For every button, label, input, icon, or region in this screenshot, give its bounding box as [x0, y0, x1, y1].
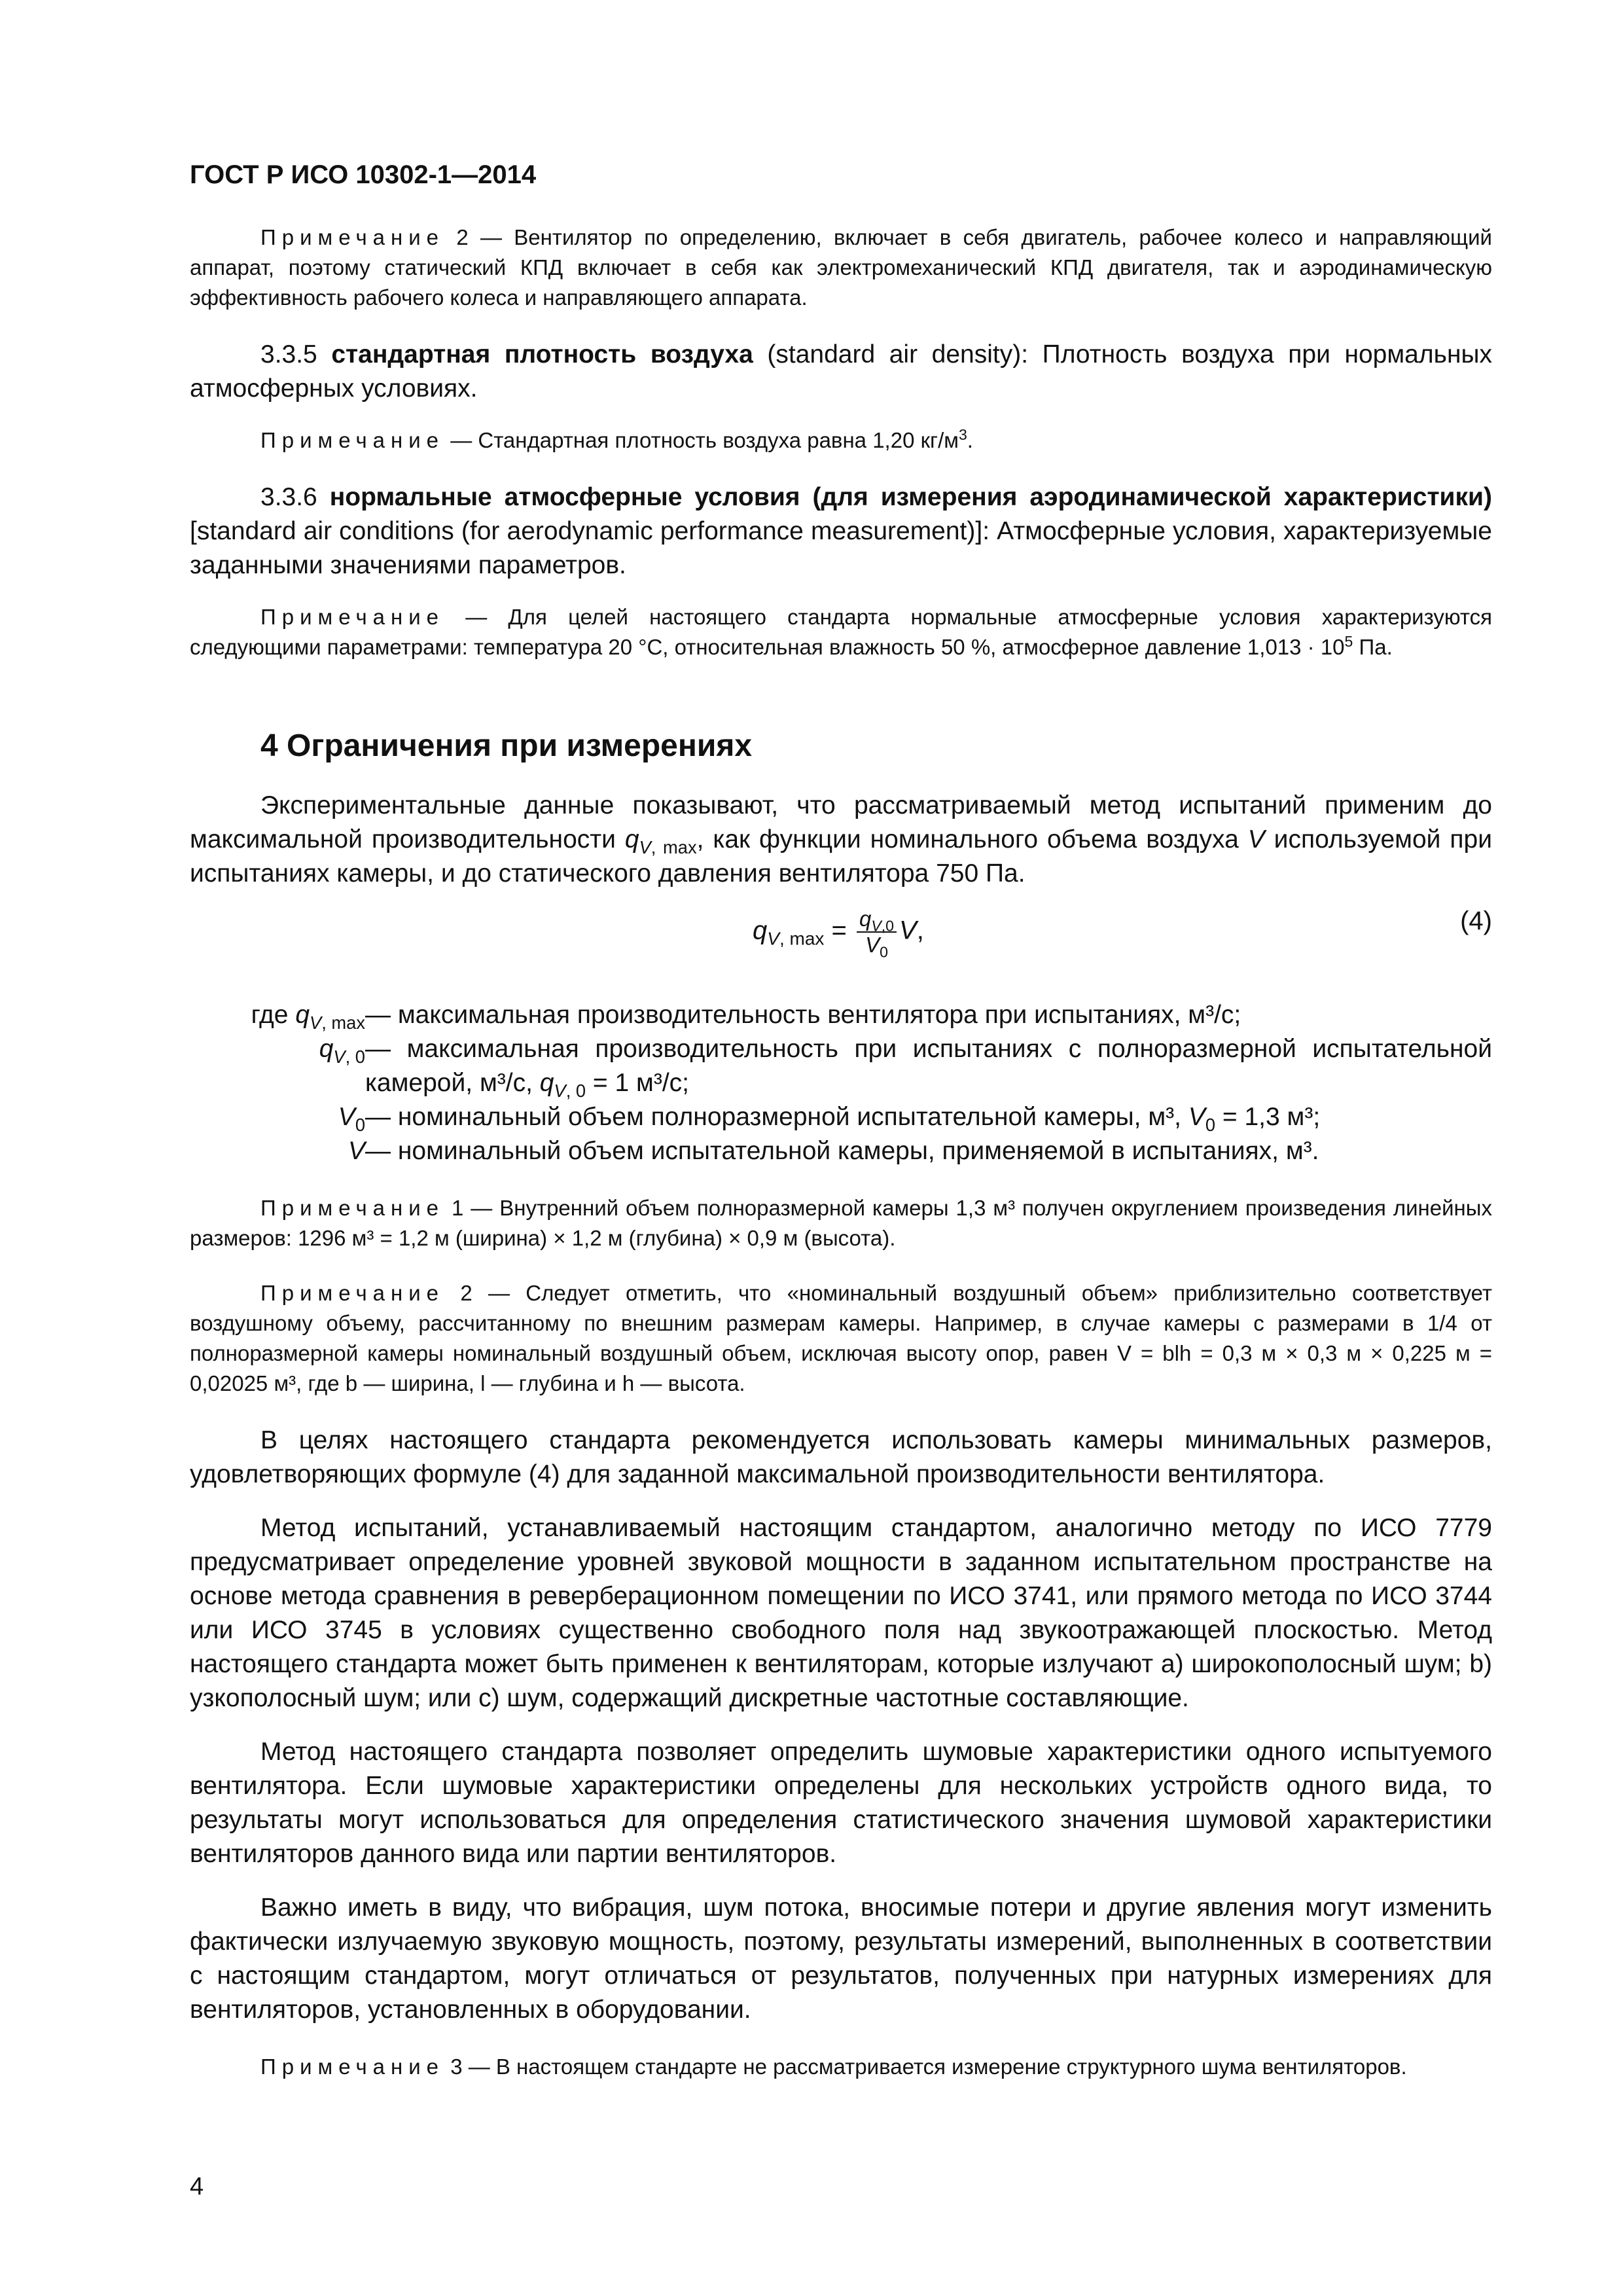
formula-fraction: $\frac{q_{V,0}}{V_0}$ [857, 906, 897, 958]
note-2-nominal-volume: Примечание 2 — Следует отметить, что «номинальный воздушный объем» приблизительно соответствует воздушному объему, рассчитанному по внешним размерам камеры. Например, в случае камеры с размерами в 1/4 от полноразмерной камеры номинальный воздушный объем, исключая высоту опор, равен V = blh = 0,3 м × 0,3 м × 0,225 м = 0,02025 м³, где b — ширина, l — глубина и h — высота. [190, 1281, 1492, 1395]
note-3-3-6: Примечание — Для целей настоящего стандарта нормальные атмосферные условия характеризуются следующими параметрами: температура 20 °C, относительная влажность 50 %, атмосферное давление $1,013 \cdot 10^5$ Па. [190, 605, 1492, 659]
document-header: ГОСТ Р ИСО 10302-1—2014 [190, 160, 537, 189]
section-title: 4 Ограничения при измерениях [260, 728, 753, 763]
definition-item: $V_0$ — номинальный объем полноразмерной испытательной камеры, м³, $V_0 = 1,3$ м³; [338, 1103, 1321, 1135]
term-3-3-6: 3.3.6 нормальные атмосферные условия (для измерения аэродинамической характеристики) [standard air conditions (for aerodynamic performance measurement)]: Атмосферные условия, характеризуемые заданными значениями параметров. [190, 483, 1492, 579]
note-1-volume: Примечание 1 — Внутренний объем полноразмерной камеры 1,3 м³ получен округлением произведения линейных размеров: 1296 м³ = 1,2 м (ширина) × 1,2 м (глубина) × 0,9 м (высота). [190, 1196, 1492, 1250]
definitions-list [190, 998, 1492, 1168]
page-content [190, 223, 1492, 2082]
paragraph-recommendation: В целях настоящего стандарта рекомендуется использовать камеры минимальных размеров, удовлетворяющих формуле (4) для заданной максимальной производительности вентилятора. [190, 1426, 1492, 1488]
paragraph-experimental: Экспериментальные данные показывают, что рассматриваемый метод испытаний применим до максимальной производительности $q_{V, max}$, как функции номинального объема воздуха V используемой при испытаниях камеры, и до статического давления вентилятора 750 Па. [190, 791, 1493, 888]
paragraph-characteristics: Метод настоящего стандарта позволяет определить шумовые характеристики одного испытуемого вентилятора. Если шумовые характеристики определены для нескольких устройств одного вида, то результаты могут использоваться для определения статистического значения шумовой характеристики вентиляторов данного вида или партии вентиляторов. [190, 1738, 1492, 1868]
note-3-3-5: Примечание — Стандартная плотность воздуха равна 1,20 $кг/м^3$. [260, 426, 973, 452]
paragraph-important: Важно иметь в виду, что вибрация, шум потока, вносимые потери и другие явления могут изменить фактически излучаемую звуковую мощность, поэтому, результаты измерений, выполненных в соответствии с настоящим стандартом, могут отличаться от результатов, полученных при натурных измерениях для вентиляторов, установленных в оборудовании. [190, 1893, 1492, 2024]
formula-expression: $q_{V, max}$ = $\frac{q_{V,0}}{V_0}$ V, [753, 906, 924, 961]
definition-item: $q_{V, 0}$ — максимальная производительность при испытаниях с полноразмерной испытательной камерой, м³/с, $q_{V, 0} = 1$ м³/с; [319, 1035, 1492, 1101]
formula-4 [190, 900, 1492, 985]
equation-number: (4) [1460, 906, 1492, 935]
note-label: Примечание [260, 225, 445, 249]
note-3-structural: Примечание 3 — В настоящем стандарте не рассматривается измерение структурного шума вентиляторов. [260, 2054, 1407, 2079]
term-3-3-5: 3.3.5 стандартная плотность воздуха (standard air density): Плотность воздуха при нормальных атмосферных условиях. [190, 340, 1493, 403]
page-number: 4 [190, 2173, 204, 2200]
note-2-fan: Примечание 2 — Вентилятор по определению, включает в себя двигатель, рабочее колесо и направляющий аппарат, поэтому статический КПД включает в себя как электромеханический КПД двигателя, так и аэродинамическую эффективность рабочего колеса и направляющего аппарата. [190, 225, 1492, 310]
paragraph-method: Метод испытаний, устанавливаемый настоящим стандартом, аналогично методу по ИСО 7779 предусматривает определение уровней звуковой мощности в заданном испытательном пространстве на основе метода сравнения в реверберационном помещении по ИСО 3741, или прямого метода по ИСО 3744 или ИСО 3745 в условиях существенно свободного поля над звукоотражающей плоскостью. Метод настоящего стандарта может быть применен к вентиляторам, которые излучают a) широкополосный шум; b) узкополосный шум; или c) шум, содержащий дискретные частотные составляющие. [190, 1514, 1492, 1712]
definition-item: V — номинальный объем испытательной камеры, применяемой в испытаниях, м³. [348, 1137, 1319, 1165]
definition-item: где $q_{V, max}$ — максимальная производительность вентилятора при испытаниях, м³/с; [251, 1001, 1241, 1033]
